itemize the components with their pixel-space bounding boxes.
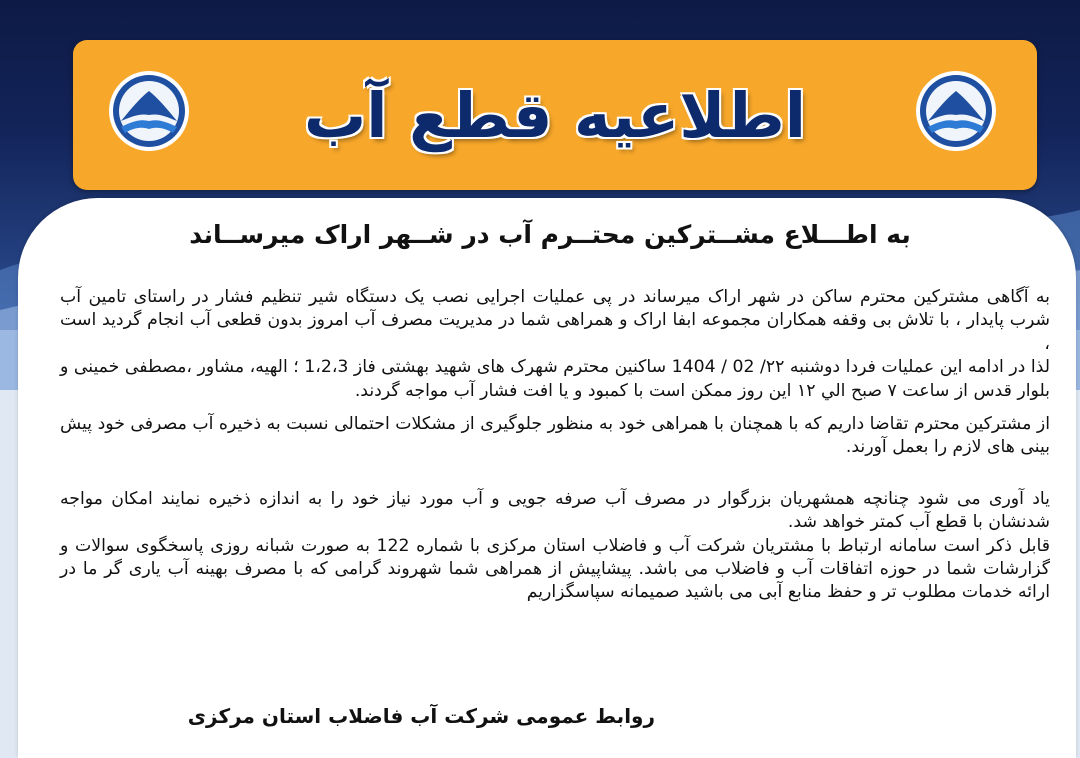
notice-body xyxy=(60,286,1050,605)
banner-title: اطلاعیه قطع آب xyxy=(303,78,807,152)
title-banner xyxy=(73,40,1037,190)
paragraph-2: از مشترکین محترم تقاضا داریم که با همچنان با همراهی خود به منظور جلوگیری از مشکلات احتمالی نسبت به ذخیره آب مصرفی خود پیش بینی های لازم را بعمل آورند. xyxy=(60,414,1050,458)
notice-subtitle: به اطـــلاع مشــتركين محتــرم آب در شــهر اراک ميرســاند xyxy=(189,220,911,249)
signature: روابط عمومی شرکت آب فاضلاب استان مرکزی xyxy=(187,704,655,728)
water-company-logo-icon xyxy=(107,69,191,153)
water-company-logo-icon xyxy=(914,69,998,153)
paragraph-3: یاد آوری می شود چنانچه همشهریان بزرگوار در مصرف آب صرفه جویی و آب مورد نیاز خود را به اندازه ذخیره نمایند امکان مواجه شدنشان با قطع آب کمتر خواهد شد. قابل ذکر است سامانه ارتباط با مشتریان شرکت آب و فاضلاب استان مرکزی با شماره 122 به صورت شبانه روزی پاسخگوی سوالات و گزارشات شما در حوزه اتفاقات آب و فاضلاب می باشد. پیشاپیش از همراهی شما شهروند گرامی که با مصرف بهینه آب یاری گر ما در ارائه خدمات مطلوب تر و حفظ منابع آبی می باشید صمیمانه سپاسگزاریم xyxy=(60,488,1050,603)
paragraph-1: به آگاهی مشترکین محترم ساکن در شهر اراک میرساند در پی عملیات اجرایی نصب یک دستگاه شیر تنظیم فشار در راستای تامین آب شرب پایدار ، با تلاش بی وقفه همکاران مجموعه ابفا اراک و همراهی شما در مدیریت مصرف آب امروز بدون قطعی آب انجام گردید است ، لذا در ادامه این عملیات فردا دوشنبه ۲۲/ 02 / 1404 ساکنین محترم شهرک های شهید بهشتی فاز 1،2،3 ؛ الهیه، مشاور ،مصطفی خمینی و بلوار قدس از ساعت ۷ صبح الي ۱۲ این روز ممکن است با کمبود و یا افت فشار آب مواجه گردند. xyxy=(60,287,1051,401)
